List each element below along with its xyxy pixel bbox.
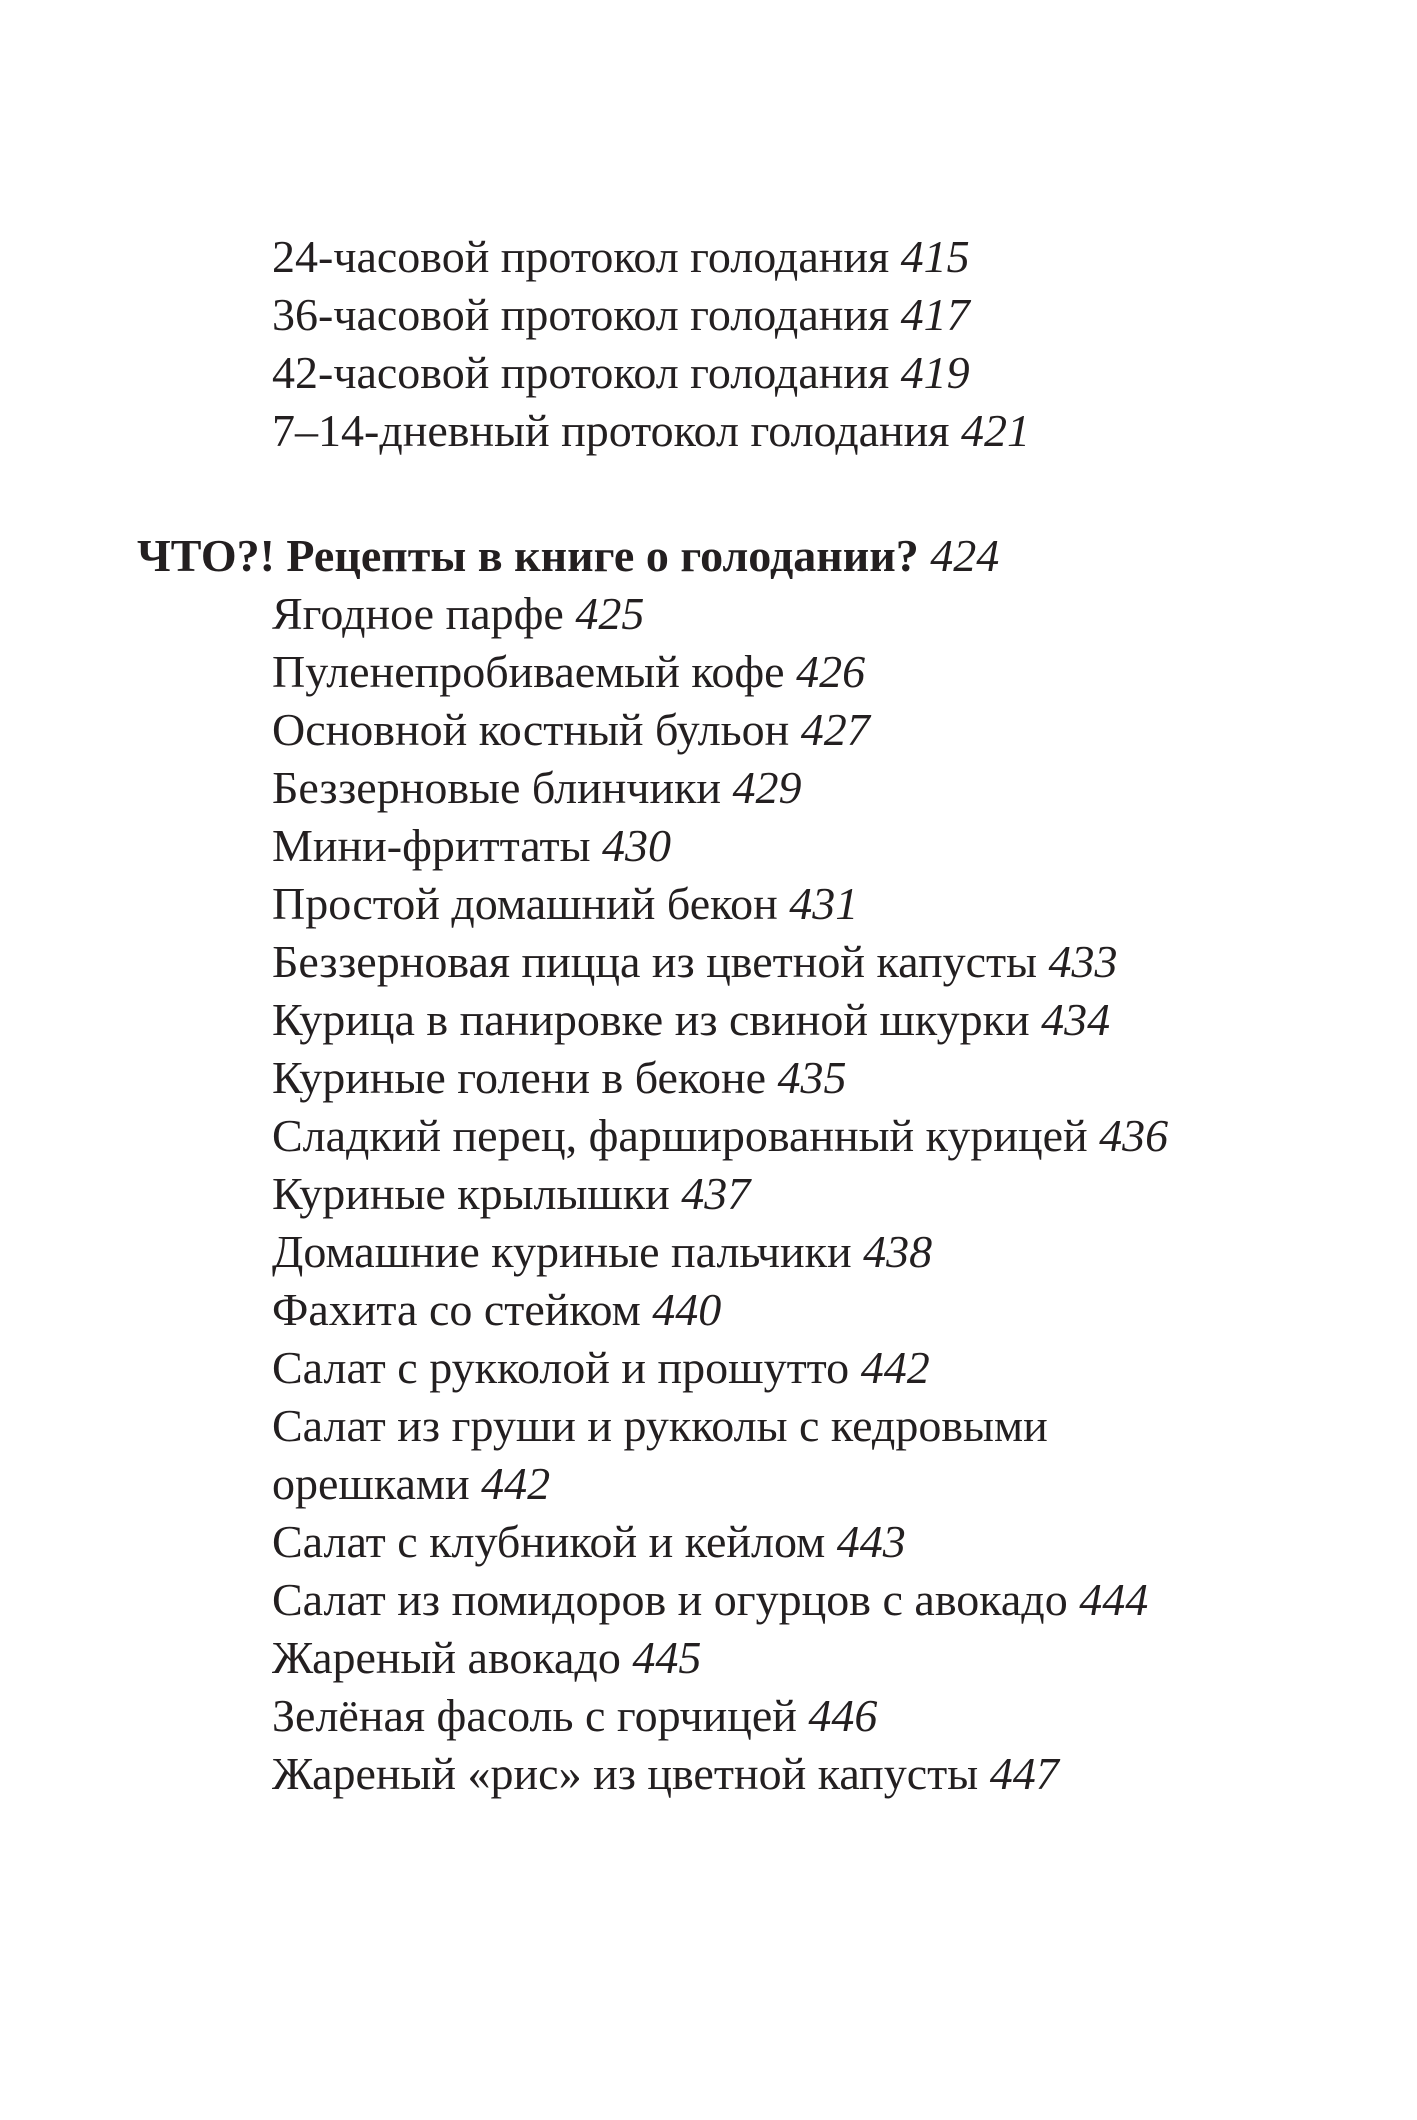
toc-entry xyxy=(0,228,1417,286)
toc-entry-title-line2: орешками xyxy=(272,1458,470,1509)
toc-entry-page: 442 xyxy=(860,1342,930,1393)
toc-entry xyxy=(0,1165,1417,1223)
toc-entry-page: 446 xyxy=(808,1690,878,1741)
toc-entry-title: Сладкий перец, фаршированный курицей xyxy=(272,1110,1088,1161)
toc-entry xyxy=(0,991,1417,1049)
toc-entry xyxy=(0,759,1417,817)
toc-protocols-block xyxy=(0,228,1417,460)
toc-entry xyxy=(0,1745,1417,1803)
toc-entry-title: Простой домашний бекон xyxy=(272,878,778,929)
toc-entry-title: Куриные крылышки xyxy=(272,1168,670,1219)
toc-entry-title: Беззерновая пицца из цветной капусты xyxy=(272,936,1038,987)
toc-entry xyxy=(0,1107,1417,1165)
toc-entry-page: 437 xyxy=(681,1168,751,1219)
toc-entry-page: 433 xyxy=(1048,936,1118,987)
toc-entry-title: 7–14-дневный протокол голодания xyxy=(272,405,950,456)
toc-entry-title-line1: Салат из груши и рукколы с кедровыми xyxy=(272,1400,1048,1451)
toc-entry-page: 442 xyxy=(481,1458,551,1509)
toc-entry-page: 431 xyxy=(789,878,859,929)
toc-entry-title: 36-часовой протокол голодания xyxy=(272,289,890,340)
toc-entry xyxy=(0,1513,1417,1571)
toc-entry-title: Салат из помидоров и огурцов с авокадо xyxy=(272,1574,1068,1625)
toc-recipes-block xyxy=(0,527,1417,1803)
toc-entry-page: 444 xyxy=(1079,1574,1149,1625)
toc-entry xyxy=(0,1339,1417,1397)
toc-entry-page: 438 xyxy=(863,1226,933,1277)
toc-entry-title: Домашние куриные пальчики xyxy=(272,1226,852,1277)
toc-entry-page: 427 xyxy=(800,704,870,755)
toc-entry-title: Куриные голени в беконе xyxy=(272,1052,766,1103)
toc-entry xyxy=(0,1571,1417,1629)
toc-entry-title: 24-часовой протокол голодания xyxy=(272,231,890,282)
toc-entry-page: 447 xyxy=(989,1748,1059,1799)
toc-entry xyxy=(0,817,1417,875)
toc-entry-page: 426 xyxy=(796,646,866,697)
toc-entry xyxy=(0,402,1417,460)
toc-entry-page: 419 xyxy=(900,347,970,398)
toc-entry xyxy=(0,344,1417,402)
toc-entry-title: Салат с рукколой и прошутто xyxy=(272,1342,850,1393)
toc-entry xyxy=(0,585,1417,643)
toc-entry xyxy=(0,1281,1417,1339)
toc-entry-title: Жареный авокадо xyxy=(272,1632,621,1683)
toc-entry xyxy=(0,1687,1417,1745)
toc-entry xyxy=(0,1629,1417,1687)
toc-entry-title: Мини-фриттаты xyxy=(272,820,591,871)
toc-section-title: ЧТО?! Рецепты в книге о голодании? xyxy=(137,530,919,581)
toc-section-heading xyxy=(0,527,1417,585)
toc-entry-title: 42-часовой протокол голодания xyxy=(272,347,890,398)
toc-entry-page: 417 xyxy=(900,289,970,340)
toc-entry-title: Пуленепробиваемый кофе xyxy=(272,646,785,697)
toc-entry-page: 436 xyxy=(1099,1110,1169,1161)
toc-entry-multiline xyxy=(0,1397,1417,1455)
toc-entry-page: 435 xyxy=(777,1052,847,1103)
toc-entry xyxy=(0,701,1417,759)
toc-entry-page: 421 xyxy=(960,405,1030,456)
toc-entry-page: 415 xyxy=(900,231,970,282)
toc-entry-title: Фахита со стейком xyxy=(272,1284,641,1335)
toc-entry-page: 429 xyxy=(732,762,802,813)
toc-entry-title: Зелёная фасоль с горчицей xyxy=(272,1690,797,1741)
toc-entry xyxy=(0,643,1417,701)
toc-section-page: 424 xyxy=(930,530,1000,581)
toc-entry-page: 434 xyxy=(1041,994,1111,1045)
toc-entry-title: Салат с клубникой и кейлом xyxy=(272,1516,826,1567)
toc-entry-title: Беззерновые блинчики xyxy=(272,762,722,813)
toc-entry-page: 445 xyxy=(632,1632,702,1683)
toc-entry xyxy=(0,1049,1417,1107)
toc-entry-page: 430 xyxy=(602,820,671,871)
toc-entry xyxy=(0,933,1417,991)
toc-entry-page: 443 xyxy=(836,1516,906,1567)
toc-entry-page: 440 xyxy=(652,1284,722,1335)
toc-entry-title: Основной костный бульон xyxy=(272,704,790,755)
toc-entry xyxy=(0,875,1417,933)
toc-entry-title: Ягодное парфе xyxy=(272,588,564,639)
toc-entry-continuation xyxy=(0,1455,1417,1513)
toc-entry xyxy=(0,286,1417,344)
toc-entry-page: 425 xyxy=(575,588,645,639)
toc-entry-title: Курица в панировке из свиной шкурки xyxy=(272,994,1030,1045)
toc-entry xyxy=(0,1223,1417,1281)
toc-entry-title: Жареный «рис» из цветной капусты xyxy=(272,1748,979,1799)
